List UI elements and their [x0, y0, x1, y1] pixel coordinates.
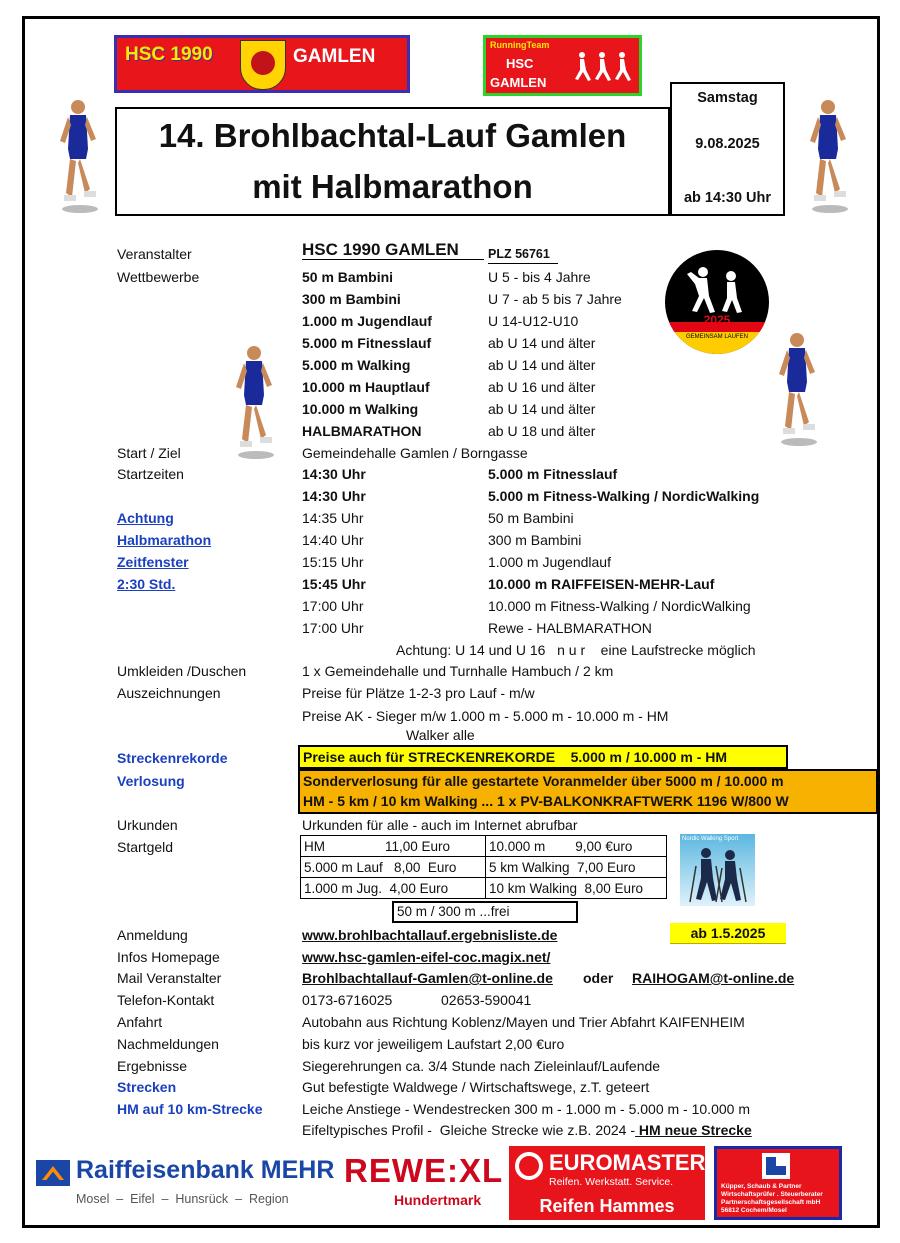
changing-value: 1 x Gemeindehalle und Turnhalle Hambuch / 2 km — [302, 663, 614, 679]
start-event: 10.000 m Fitness-Walking / NordicWalking — [488, 598, 751, 614]
fees-table — [300, 835, 667, 899]
start-time: 14:35 Uhr — [302, 510, 364, 526]
mail-link-secondary[interactable]: RAIHOGAM@t-online.de — [632, 970, 795, 986]
title-line1: 14. Brohlbachtal-Lauf Gamlen — [158, 117, 627, 154]
nordic-text: Nordic Walking Sport — [682, 836, 739, 842]
running-team-logo — [483, 35, 642, 96]
competition-name: 5.000 m Fitnesslauf — [302, 335, 432, 351]
hm-line1: Leiche Anstiege - Wendestrecken 300 m - 1.000 m - 5.000 m - 10.000 m — [302, 1101, 750, 1117]
side-link-halbmarathon[interactable]: Halbmarathon — [117, 532, 212, 548]
raiffeisen-logo-icon — [36, 1160, 70, 1186]
hammes-name: Reifen Hammes — [539, 1196, 675, 1216]
runner-figure-icon — [806, 97, 850, 215]
side-link-achtung[interactable]: Achtung — [117, 510, 174, 526]
raffle-label: Verlosung — [117, 773, 185, 789]
event-badge — [665, 250, 769, 354]
start-time: 14:30 Uhr — [302, 466, 366, 482]
fee-cell: 10 km Walking 8,00 Euro — [486, 878, 667, 899]
phone-value-2: 02653-590041 — [441, 992, 532, 1008]
start-time: 15:15 Uhr — [302, 554, 364, 570]
records-highlight — [298, 745, 788, 769]
organizer-plz: PLZ 56761 — [488, 245, 558, 264]
raffle-highlight — [298, 769, 878, 814]
badge-runners-icon — [685, 266, 749, 316]
start-event: 5.000 m Fitness-Walking / NordicWalking — [488, 488, 760, 504]
side-link-duration[interactable]: 2:30 Std. — [117, 576, 176, 592]
awards-line3: Walker alle — [406, 727, 475, 743]
table-row — [301, 857, 667, 878]
competition-age: ab U 18 und älter — [488, 423, 596, 439]
raiffeisen-sub: Mosel – Eifel – Hunsrück – Region — [76, 1192, 289, 1206]
competition-name: 1.000 m Jugendlauf — [302, 313, 432, 329]
homepage-link[interactable]: www.hsc-gamlen-eifel-coc.magix.net/ — [302, 949, 551, 965]
rewe-name: REWE:XL — [344, 1152, 504, 1189]
start-time: 14:30 Uhr — [302, 488, 366, 504]
competition-age: U 5 - bis 4 Jahre — [488, 269, 591, 285]
running-team-bot: GAMLEN — [490, 75, 547, 90]
competition-age: U 7 - ab 5 bis 7 Jahre — [488, 291, 622, 307]
start-times-label: Startzeiten — [117, 466, 184, 482]
raiffeisen-name: Raiffeisenbank MEHR — [76, 1156, 335, 1184]
competition-name: 5.000 m Walking — [302, 357, 411, 373]
fees-free: 50 m / 300 m ...frei — [397, 904, 510, 919]
mail-link-primary[interactable]: Brohlbachtallauf-Gamlen@t-online.de — [302, 970, 553, 986]
registration-label: Anmeldung — [117, 927, 188, 943]
fees-label: Startgeld — [117, 839, 174, 855]
club-logo — [114, 35, 410, 93]
runners-icon — [572, 50, 632, 86]
mail-or: oder — [583, 970, 614, 986]
rewe-sub: Hundertmark — [394, 1192, 482, 1208]
competition-name: 10.000 m Walking — [302, 401, 419, 417]
certificates-label: Urkunden — [117, 817, 178, 833]
table-row — [301, 878, 667, 899]
start-time: 17:00 Uhr — [302, 598, 364, 614]
crest-icon — [240, 40, 286, 90]
registration-link[interactable]: www.brohlbachtallauf.ergebnisliste.de — [302, 927, 558, 943]
fees-free-box — [392, 901, 578, 923]
results-label: Ergebnisse — [117, 1058, 188, 1074]
routes-label: Strecken — [117, 1079, 177, 1095]
awards-label: Auszeichnungen — [117, 685, 221, 701]
organizer-label: Veranstalter — [117, 246, 192, 262]
running-team-top: RunningTeam — [490, 40, 550, 50]
euromaster-name: EUROMASTER — [549, 1150, 706, 1175]
competition-name: 300 m Bambini — [302, 291, 401, 307]
sponsor-raiffeisen — [36, 1156, 336, 1212]
ksp-line3: Partnerschaftsgesellschaft mbH — [721, 1199, 821, 1206]
competition-name: 10.000 m Hauptlauf — [302, 379, 430, 395]
date-box — [670, 82, 785, 216]
competition-name: HALBMARATHON — [302, 423, 422, 439]
phone-label: Telefon-Kontakt — [117, 992, 215, 1008]
ksp-line4: 56812 Cochem/Mosel — [721, 1207, 787, 1214]
running-team-mid: HSC — [506, 56, 534, 71]
competitions-label: Wettbewerbe — [117, 269, 200, 285]
side-link-zeitfenster[interactable]: Zeitfenster — [117, 554, 189, 570]
start-event: Rewe - HALBMARATHON — [488, 620, 652, 636]
fee-cell: 5.000 m Lauf 8,00 Euro — [301, 857, 486, 878]
fee-cell: 5 km Walking 7,00 Euro — [486, 857, 667, 878]
nordic-walking-image — [680, 834, 755, 906]
homepage-label: Infos Homepage — [117, 949, 220, 965]
competition-age: ab U 14 und älter — [488, 357, 596, 373]
start-note: Achtung: U 14 und U 16 n u r eine Laufstrecke möglich — [396, 642, 756, 658]
sponsor-euromaster — [509, 1146, 705, 1220]
records-label: Streckenrekorde — [117, 750, 228, 766]
certificates-value: Urkunden für alle - auch im Internet abrufbar — [302, 817, 578, 833]
directions-value: Autobahn aus Richtung Koblenz/Mayen und Trier Abfahrt KAIFENHEIM — [302, 1014, 745, 1030]
nordic-walkers-icon — [686, 846, 750, 904]
mail-label: Mail Veranstalter — [117, 970, 222, 986]
start-finish-value: Gemeindehalle Gamlen / Borngasse — [302, 445, 528, 461]
sponsor-rewe — [344, 1152, 504, 1212]
competition-age: ab U 16 und älter — [488, 379, 596, 395]
raffle-line2: HM - 5 km / 10 km Walking ... 1 x PV-BALKONKRAFTWERK 1196 W/800 W — [303, 793, 789, 809]
euromaster-wheel-icon — [515, 1152, 543, 1180]
changing-label: Umkleiden /Duschen — [117, 663, 247, 679]
hm-line2: Eifeltypisches Profil - Gleiche Strecke wie z.B. 2024 - — [302, 1122, 636, 1138]
directions-label: Anfahrt — [117, 1014, 163, 1030]
start-event: 10.000 m RAIFFEISEN-MEHR-Lauf — [488, 576, 715, 592]
ksp-logo-icon — [762, 1153, 790, 1179]
sponsor-ksp — [714, 1146, 842, 1220]
title-box — [115, 107, 670, 216]
runner-figure-icon — [232, 343, 276, 461]
fee-cell: HM 11,00 Euro — [301, 836, 486, 857]
fee-cell: 1.000 m Jug. 4,00 Euro — [301, 878, 486, 899]
routes-value: Gut befestigte Waldwege / Wirtschaftswege, z.T. geteert — [302, 1079, 650, 1095]
organizer-name: HSC 1990 GAMLEN — [302, 241, 484, 260]
competition-age: U 14-U12-U10 — [488, 313, 579, 329]
club-logo-right-text: GAMLEN — [293, 46, 376, 67]
registration-from: ab 1.5.2025 — [670, 923, 786, 944]
badge-year: 2025 — [703, 313, 731, 327]
late-value: bis kurz vor jeweiligem Laufstart 2,00 €uro — [302, 1036, 565, 1052]
start-time: 15:45 Uhr — [302, 576, 366, 592]
euromaster-sub: Reifen. Werkstatt. Service. — [549, 1176, 674, 1188]
start-event: 300 m Bambini — [488, 532, 582, 548]
hm-new-route: HM neue Strecke — [635, 1122, 752, 1138]
date-value: 9.08.2025 — [695, 136, 760, 152]
competition-name: 50 m Bambini — [302, 269, 394, 285]
start-time: 14:40 Uhr — [302, 532, 364, 548]
start-time: 17:00 Uhr — [302, 620, 364, 636]
records-value: Preise auch für STRECKENREKORDE 5.000 m / 10.000 m - HM — [303, 749, 728, 765]
start-event: 1.000 m Jugendlauf — [488, 554, 611, 570]
ksp-line1: Küpper, Schaub & Partner — [721, 1183, 802, 1190]
runner-figure-icon — [775, 330, 819, 448]
title-line2: mit Halbmarathon — [252, 168, 533, 205]
table-row — [301, 836, 667, 857]
badge-text: GEMEINSAM LAUFEN — [685, 334, 748, 340]
competition-age: ab U 14 und älter — [488, 335, 596, 351]
late-label: Nachmeldungen — [117, 1036, 219, 1052]
start-event: 50 m Bambini — [488, 510, 574, 526]
ksp-line2: Wirtschaftsprüfer . Steuerberater — [721, 1191, 823, 1198]
phone-value-1: 0173-6716025 — [302, 992, 393, 1008]
start-event: 5.000 m Fitnesslauf — [488, 466, 618, 482]
competition-age: ab U 14 und älter — [488, 401, 596, 417]
date-time: ab 14:30 Uhr — [683, 190, 772, 206]
raffle-line1: Sonderverlosung für alle gestartete Voranmelder über 5000 m / 10.000 m — [303, 773, 784, 789]
start-finish-label: Start / Ziel — [117, 445, 181, 461]
date-day: Samstag — [697, 90, 758, 106]
awards-line2: Preise AK - Sieger m/w 1.000 m - 5.000 m - 10.000 m - HM — [302, 708, 669, 724]
fee-cell: 10.000 m 9,00 €uro — [486, 836, 667, 857]
club-logo-left-text: HSC 1990 — [125, 44, 213, 65]
hm-line2-wrap — [302, 1121, 752, 1139]
awards-line1: Preise für Plätze 1-2-3 pro Lauf - m/w — [302, 685, 535, 701]
runner-figure-icon — [56, 97, 100, 215]
hm-label: HM auf 10 km-Strecke — [117, 1101, 263, 1117]
results-value: Siegerehrungen ca. 3/4 Stunde nach Zieleinlauf/Laufende — [302, 1058, 661, 1074]
